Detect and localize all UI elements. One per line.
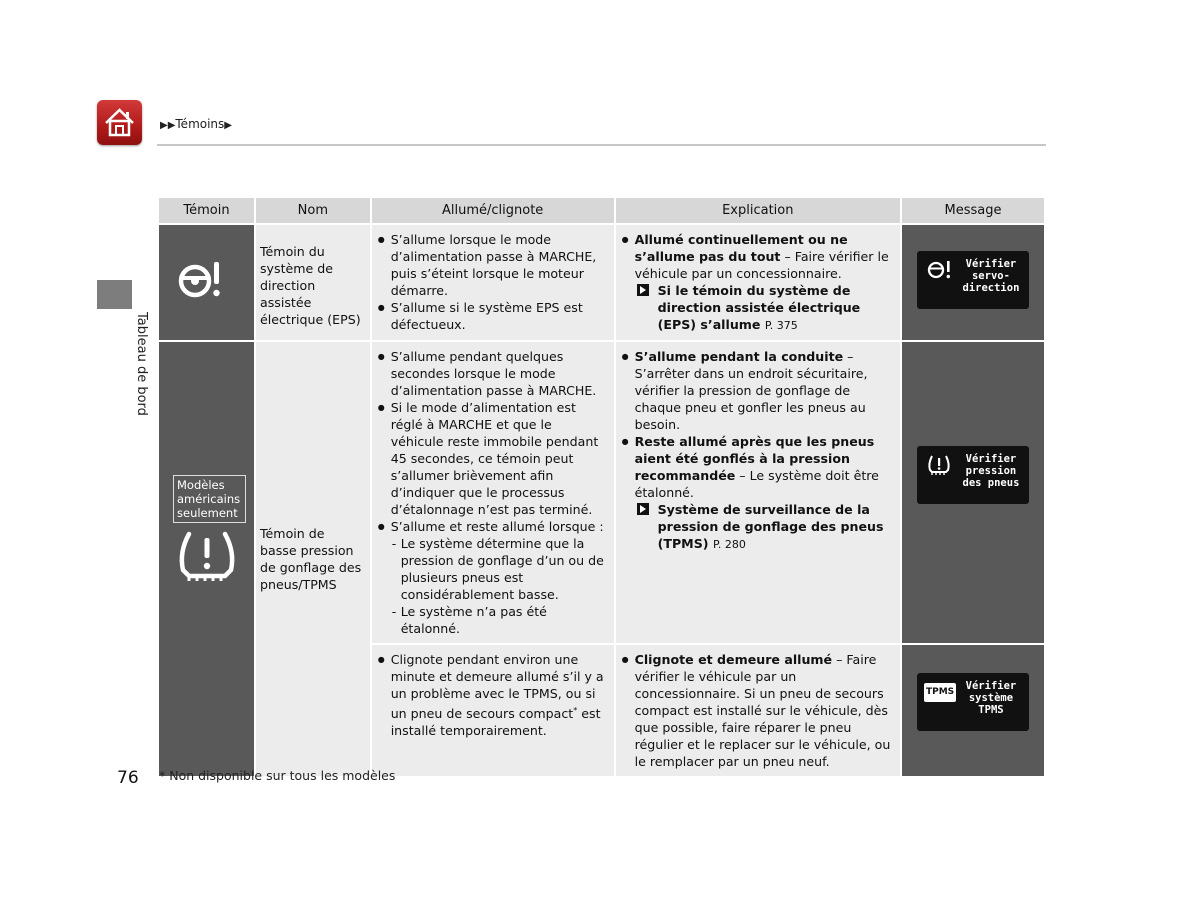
list-item: [376, 651, 608, 739]
breadcrumb[interactable]: [160, 117, 232, 131]
eps-reference-link[interactable]: [620, 282, 894, 334]
eps-name-cell: [256, 225, 370, 340]
steering-warning-icon: [925, 258, 955, 282]
table-header-row: [159, 198, 1044, 223]
chapter-label: Tableau de bord: [134, 312, 149, 416]
list-item: [620, 433, 894, 501]
message-line: Vérifier: [965, 453, 1017, 465]
reference-text: Si le témoin du système de direction assistée électrique (EPS) s’allume: [657, 283, 861, 332]
explanation-bold: S’allume pendant la conduite: [634, 349, 844, 364]
list-item: [620, 348, 894, 433]
reference-page: P. 280: [712, 538, 746, 551]
home-icon: [102, 105, 137, 140]
tpms-blink-message-cell: [902, 645, 1044, 776]
chapter-tab[interactable]: [97, 280, 132, 309]
explanation-text: – Faire vérifier le véhicule par un concessionnaire.: [634, 249, 889, 281]
list-item: ● S’allume pendant quelques secondes lorsque le mode d’alimentation passe à MARCHE.: [376, 348, 608, 399]
eps-status-cell: [372, 225, 614, 340]
eps-message-cell: [902, 225, 1044, 340]
message-line: servo-: [971, 270, 1010, 282]
eps-message-display: [917, 251, 1029, 309]
tpms-reference-link[interactable]: [620, 501, 894, 553]
reference-page: P. 375: [764, 319, 798, 332]
col-header-explication: Explication: [616, 198, 900, 223]
explanation-bold: Allumé continuellement ou ne s’allume pas du tout: [634, 232, 848, 264]
message-line: TPMS: [978, 704, 1004, 716]
col-header-message: Message: [902, 198, 1044, 223]
tpms-blink-explanation-cell: [616, 645, 900, 776]
tpms-blink-message-display: [917, 673, 1029, 731]
tpms-status-cell: [372, 342, 614, 643]
explanation-bold: Clignote et demeure allumé: [634, 652, 833, 667]
table-row: [159, 225, 1044, 340]
col-header-nom: Nom: [256, 198, 370, 223]
tire-pressure-warning-icon: [924, 453, 954, 479]
table-row: [159, 342, 1044, 643]
message-line: système: [968, 692, 1014, 704]
list-item-text-end: est installé temporairement.: [390, 706, 601, 739]
tpms-message-display: [917, 446, 1029, 504]
page-number: 76: [117, 768, 139, 788]
indicator-table: [157, 196, 1046, 778]
message-line: Vérifier: [965, 258, 1017, 270]
tpms-icon-cell: [159, 342, 254, 776]
list-item-text: S’allume et reste allumé lorsque :: [390, 519, 604, 534]
eps-icon-cell: [159, 225, 254, 340]
footnote: * Non disponible sur tous les modèles: [159, 768, 396, 783]
sub-list-item: - Le système n’a pas été étalonné.: [391, 603, 608, 637]
tire-pressure-warning-icon: [159, 522, 254, 602]
header-divider: [157, 144, 1046, 146]
eps-name: Témoin du système de direction assistée électrique (EPS): [260, 244, 361, 327]
tpms-explanation-cell: [616, 342, 900, 643]
steering-warning-icon: [159, 225, 254, 329]
list-item-text: Clignote pendant environ une minute et demeure allumé s’il y a un problème avec le TPMS, ou si un pneu de secours compact: [390, 652, 604, 722]
tpms-badge: TPMS: [924, 683, 956, 702]
home-button[interactable]: [97, 100, 142, 145]
eps-explanation-cell: [616, 225, 900, 340]
list-item: [620, 651, 894, 770]
reference-arrow-icon: [637, 284, 649, 296]
col-header-allume: Allumé/clignote: [372, 198, 614, 223]
message-line: Vérifier: [965, 680, 1017, 692]
list-item: ● Si le mode d’alimentation est réglé à MARCHE et que le véhicule reste immobile pendant 45 secondes, ce témoin peut s’allumer brièvement afin d’indiquer que le processus d’étalonnage n’est pas terminé.: [376, 399, 608, 518]
list-item: [620, 231, 894, 282]
message-line: pression: [965, 465, 1017, 477]
explanation-bold: Reste allumé après que les pneus aient été gonflés à la pression recommandée: [634, 434, 875, 483]
reference-arrow-icon: [637, 503, 649, 515]
breadcrumb-label: Témoins: [175, 117, 225, 131]
explanation-text: – S’arrêter dans un endroit sécuritaire, vérifier la pression de gonflage de chaque pneu et gonfler les pneus au besoin.: [634, 349, 868, 432]
breadcrumb-arrow-icon: ▶: [224, 120, 232, 131]
reference-text: Système de surveillance de la pression de gonflage des pneus (TPMS): [657, 502, 884, 551]
explanation-text: – Faire vérifier le véhicule par un concessionnaire. Si un pneu de secours compact est installé sur le véhicule, dès que possible, faire réparer le pneu régulier et le replacer sur le véhicule, ou le remplacer par un pneu neuf.: [634, 652, 891, 769]
breadcrumb-arrow-icon: ▶▶: [160, 120, 176, 131]
col-header-temoin: Témoin: [159, 198, 254, 223]
us-only-note: Modèles américains seulement: [173, 475, 246, 523]
list-item: [376, 518, 608, 637]
tpms-blink-status-cell: [372, 645, 614, 776]
list-item: ● S’allume lorsque le mode d’alimentation passe à MARCHE, puis s’éteint lorsque le moteur démarre.: [376, 231, 608, 299]
tpms-message-cell: [902, 342, 1044, 643]
tpms-name-cell: [256, 342, 370, 776]
sub-list-item: - Le système détermine que la pression de gonflage d’un ou de plusieurs pneus est considérablement basse.: [391, 535, 608, 603]
message-line: direction: [962, 282, 1020, 294]
list-item: ● S’allume si le système EPS est défectueux.: [376, 299, 608, 333]
tpms-name: Témoin de basse pression de gonflage des pneus/TPMS: [260, 526, 362, 592]
explanation-text: – Le système doit être étalonné.: [634, 468, 879, 500]
footnote-marker: *: [573, 706, 578, 715]
message-line: des pneus: [962, 477, 1020, 489]
